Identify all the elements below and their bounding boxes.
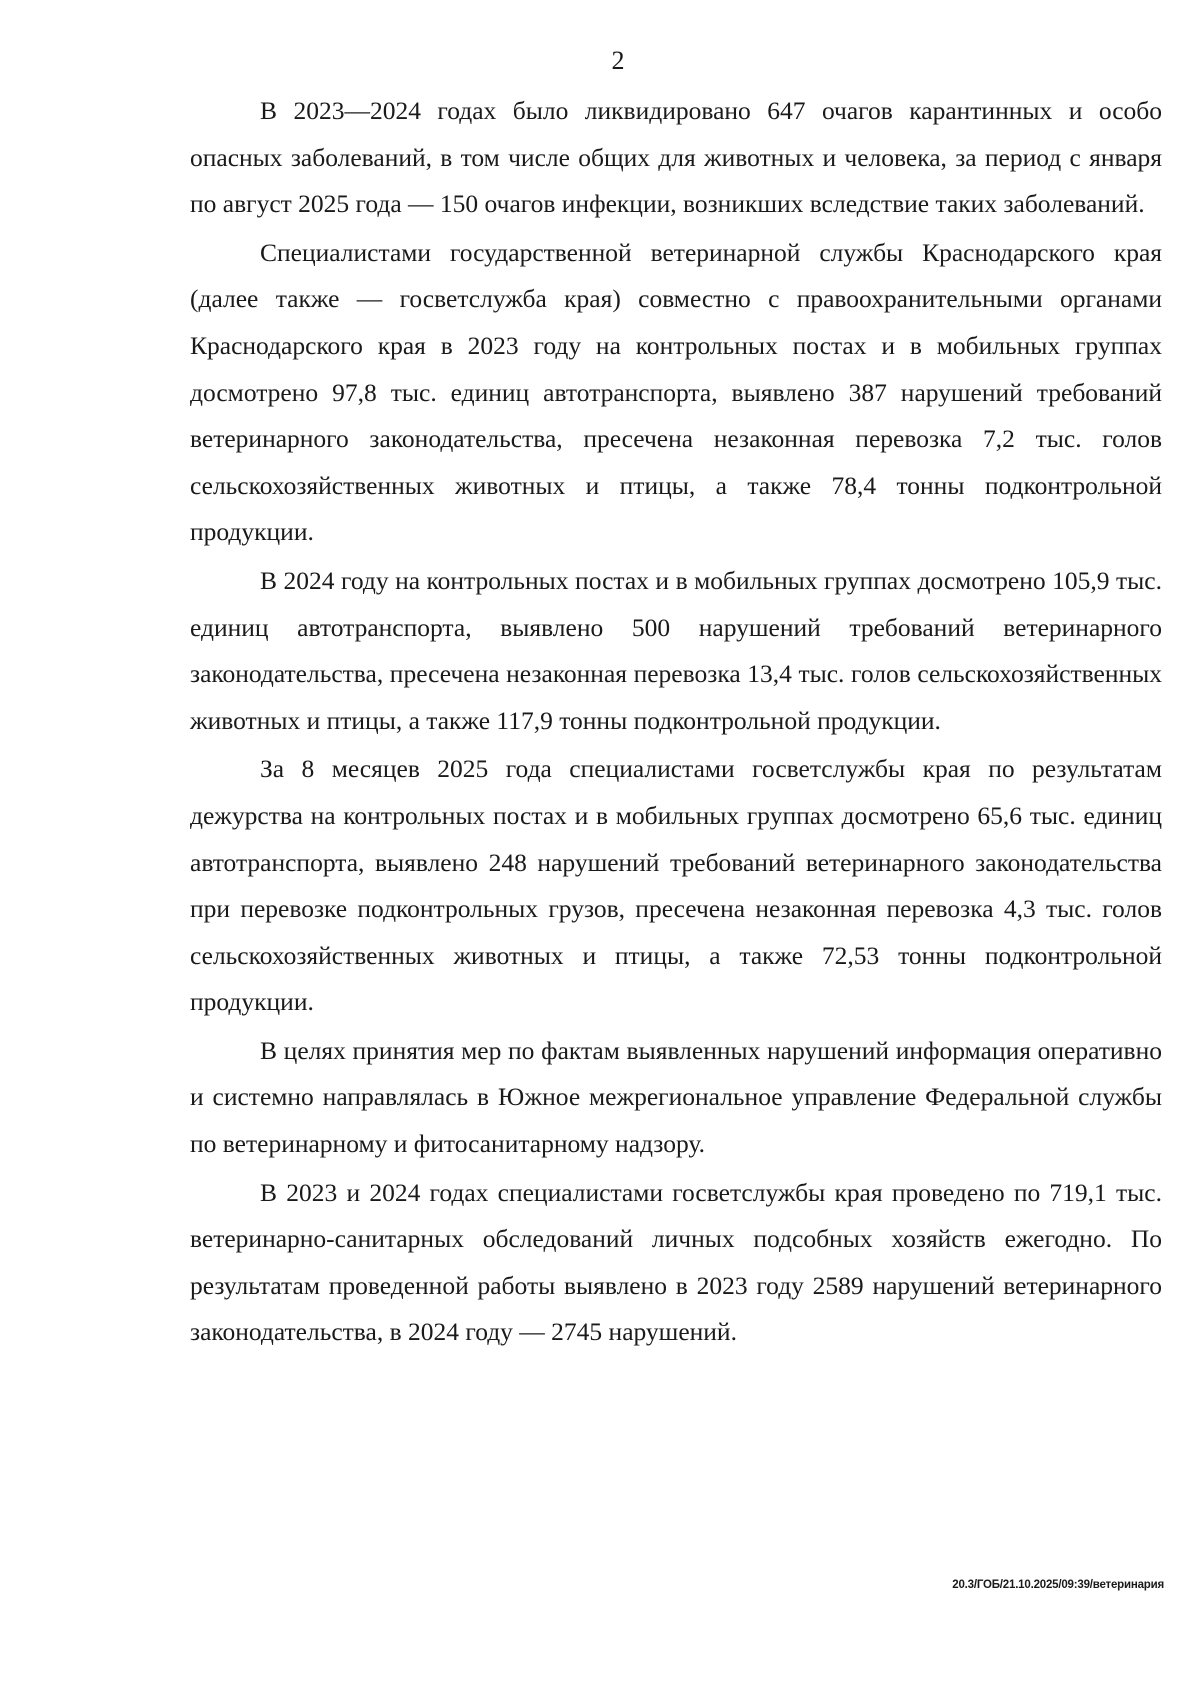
paragraph-household-surveys: В 2023 и 2024 годах специалистами госветслужбы края проведено по 719,1 тыс. ветеринарно-санитарных обследований личных подсобных хозяйств ежегодно. По результатам проведенной работы выявлено в 2023 году 2589 нарушений ветеринарного законодательства, в 2024 году — 2745 нарушений. [190, 1177, 1162, 1347]
document-body [190, 88, 1162, 1358]
footer-code: 20.3/ГОБ/21.10.2025/09:39/ветеринария [952, 1579, 1164, 1591]
page-number: 2 [611, 46, 625, 75]
paragraph-inspections-2024: В 2024 году на контрольных постах и в мобильных группах досмотрено 105,9 тыс. единиц автотранспорта, выявлено 500 нарушений требований ветеринарного законодательства, пресечена незаконная перевозка 13,4 тыс. голов сельскохозяйственных животных и птицы, а также 117,9 тонны подконтрольной продукции. [190, 565, 1162, 735]
paragraph-outbreaks: В 2023—2024 годах было ликвидировано 647 очагов карантинных и особо опасных заболеваний, в том числе общих для животных и человека, за период с января по август 2025 года — 150 очагов инфекции, возникших вследствие таких заболеваний. [190, 96, 1162, 219]
paragraph-measures: В целях принятия мер по фактам выявленных нарушений информация оперативно и системно направлялась в Южное межрегиональное управление Федеральной службы по ветеринарному и фитосанитарному надзору. [190, 1035, 1162, 1159]
paragraph-inspections-2023: Специалистами государственной ветеринарной службы Краснодарского края (далее также — госветслужба края) совместно с правоохранительными органами Краснодарского края в 2023 году на контрольных постах и в мобильных группах досмотрено 97,8 тыс. единиц автотранспорта, выявлено 387 нарушений требований ветеринарного законодательства, пресечена незаконная перевозка 7,2 тыс. голов сельскохозяйственных животных и птицы, а также 78,4 тонны подконтрольной продукции. [190, 237, 1162, 547]
paragraph-inspections-2025: За 8 месяцев 2025 года специалистами госветслужбы края по результатам дежурства на контрольных постах и в мобильных группах досмотрено 65,6 тыс. единиц автотранспорта, выявлено 248 нарушений требований ветеринарного законодательства при перевозке подконтрольных грузов, пресечена незаконная перевозка 4,3 тыс. голов сельскохозяйственных животных и птицы, а также 72,53 тонны подконтрольной продукции. [190, 754, 1162, 1017]
